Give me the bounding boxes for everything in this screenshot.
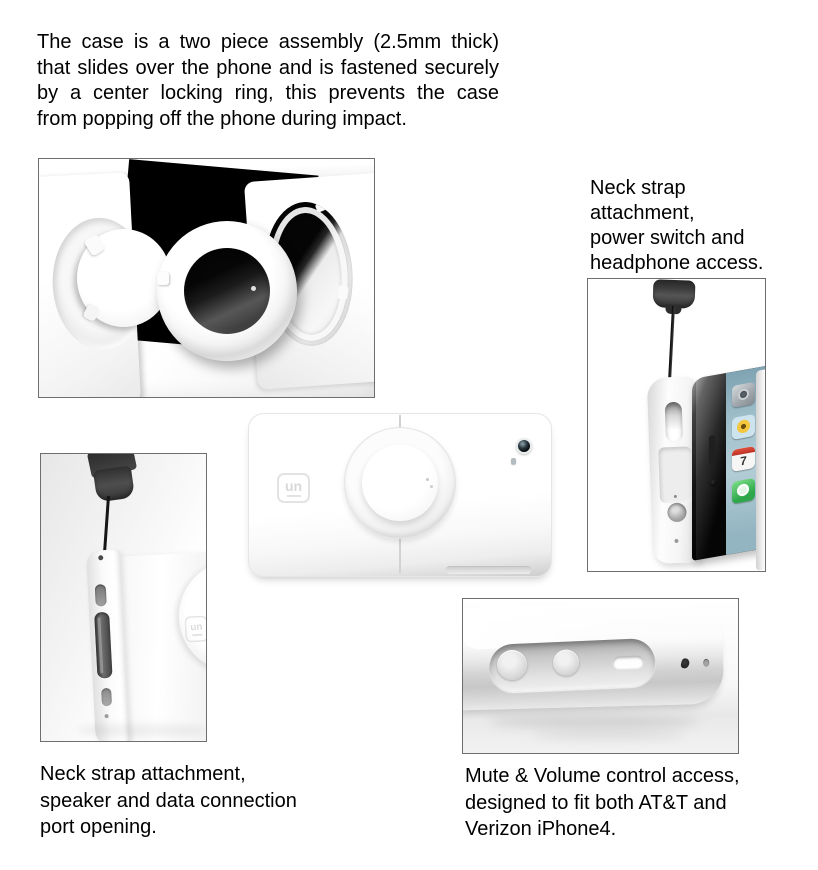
- glass-glare: [696, 372, 729, 560]
- detail-dot: [104, 714, 108, 718]
- dock-connector-slot: [94, 612, 112, 679]
- camera-flash-detail: [511, 458, 516, 464]
- detail-dot: [674, 495, 677, 498]
- intro-line-4: from popping off the phone during impact.: [37, 107, 407, 130]
- photo-side-buttons: [462, 598, 739, 754]
- un-logo-badge: [184, 615, 207, 642]
- lens-glass: [184, 248, 270, 334]
- dock-seam-notch: [446, 566, 531, 574]
- calendar-day-label: 7: [740, 453, 747, 469]
- app-icon-camera: [732, 382, 755, 408]
- intro-line-1: The case is a two piece assembly (2.5mm thick): [37, 31, 499, 53]
- un-logo-subtext-bar: [287, 495, 301, 497]
- locking-ring-dome: [362, 445, 438, 521]
- camera-lens: [516, 438, 532, 454]
- ring-edge-tab: [157, 272, 169, 285]
- locking-tab: [337, 285, 349, 300]
- photo-locking-ring-closeup: [38, 158, 375, 398]
- caption-line: Mute & Volume control access,: [465, 765, 740, 787]
- camera-icon-lens: [738, 388, 749, 401]
- strap-hole-light: [703, 659, 709, 667]
- caption-line: headphone access.: [590, 252, 764, 274]
- intro-line-3: by a center locking ring, this prevents the case: [37, 82, 499, 104]
- button-recess-slot: [488, 638, 656, 693]
- dome-detail-dot: [430, 485, 433, 488]
- un-logo-subtext-bar: [192, 634, 202, 636]
- case-seam-bottom: [399, 539, 401, 573]
- photo-phone-back: [248, 413, 552, 577]
- un-logo-text: un: [284, 478, 303, 494]
- clock-face-glyph: [737, 483, 749, 497]
- caption-line: power switch and: [590, 227, 745, 249]
- locking-tab: [315, 200, 330, 213]
- caption-line: attachment,: [590, 202, 695, 224]
- floor-reflection: [533, 730, 683, 739]
- intro-paragraph: [37, 30, 499, 132]
- strap-hole-dark: [680, 658, 690, 670]
- detail-dot: [674, 539, 678, 543]
- caption-line: port opening.: [40, 816, 157, 838]
- app-icon-clock: [732, 478, 755, 504]
- mute-switch-hole: [613, 655, 643, 668]
- phone-screen: [692, 363, 766, 561]
- case-right-edge-sliver: [756, 369, 766, 571]
- photo-top-corner-strap: [587, 278, 766, 572]
- photo-bottom-edge-strap: [40, 453, 207, 742]
- floor-reflection: [489, 715, 699, 728]
- caption-neck-strap-power-headphone: [590, 176, 763, 276]
- floor-shadow: [77, 724, 207, 737]
- strap-cord: [668, 306, 675, 378]
- strap-cap: [653, 279, 696, 308]
- un-logo-text: un: [190, 621, 203, 633]
- caption-line: speaker and data connection: [40, 789, 297, 812]
- sunflower-glyph: [737, 419, 750, 434]
- earpiece-slot: [709, 435, 715, 466]
- caption-line: Verizon iPhone4.: [465, 818, 617, 840]
- headphone-jack-hole: [665, 402, 683, 443]
- caption-line: designed to fit both AT&T and: [465, 791, 727, 814]
- dock-slot-highlight: [97, 617, 103, 673]
- volume-button-2: [553, 649, 580, 676]
- round-opening: [667, 503, 687, 523]
- caption-mute-volume-access: [465, 763, 740, 843]
- center-locking-ring: [157, 221, 297, 361]
- caption-line: Neck strap: [590, 177, 686, 199]
- case-side-edge: [462, 601, 724, 710]
- caption-line: Neck strap attachment,: [40, 763, 246, 785]
- app-icon-photos: [732, 414, 755, 440]
- mic-slot: [101, 688, 112, 706]
- speaker-slot: [95, 584, 107, 607]
- volume-button-1: [497, 649, 528, 680]
- un-logo-badge: [277, 473, 310, 503]
- caption-neck-strap-speaker-port: [40, 761, 297, 841]
- intro-line-2: that slides over the phone and is fastened securely: [37, 56, 499, 79]
- dome-detail-dot: [426, 478, 429, 481]
- glass-highlight: [251, 286, 256, 291]
- strap-hole: [98, 555, 103, 560]
- app-icon-calendar: [732, 446, 755, 472]
